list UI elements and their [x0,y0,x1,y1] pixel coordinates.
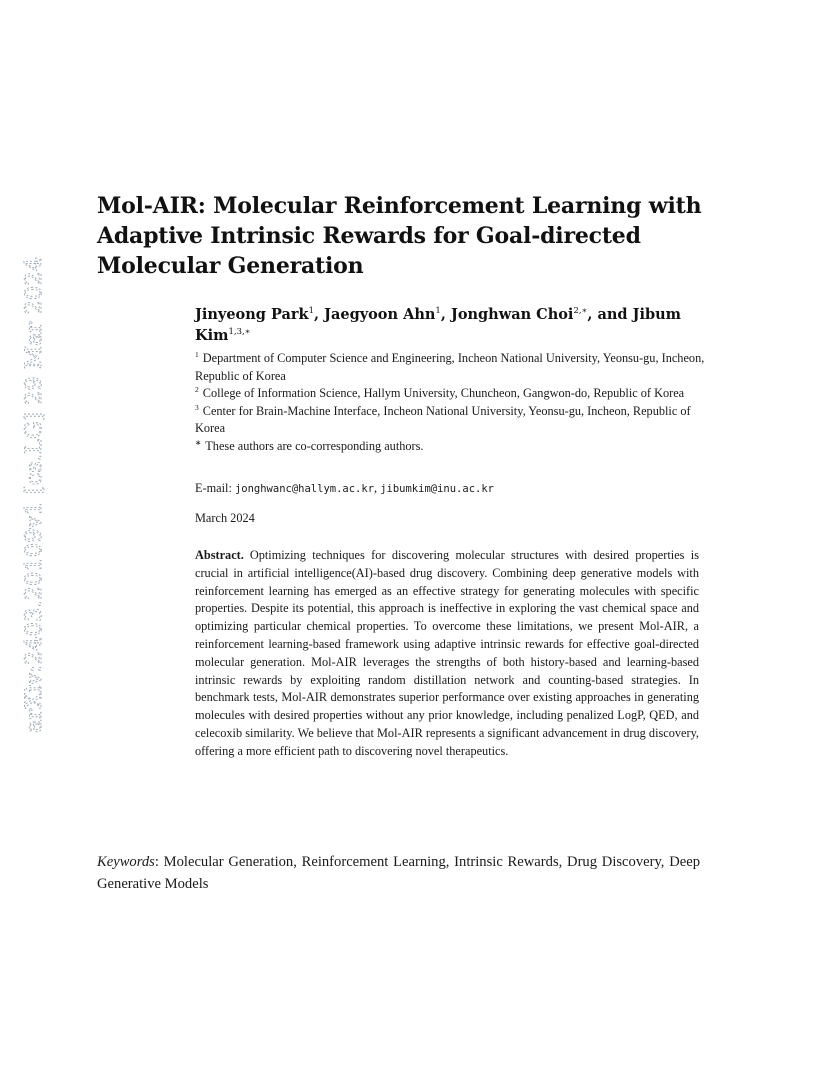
author-name: Jonghwan Choi [450,306,574,323]
author-separator: , [313,306,325,323]
affiliation [195,403,715,438]
keywords-label: Keywords [97,854,155,870]
author-list [195,304,705,346]
abstract [195,547,699,761]
publication-date: March 2024 [195,511,255,525]
arxiv-id-text: arXiv:2403.20109v1 [cs.LG] 29 Mar 2024 [22,269,47,733]
author-affiliation-mark: 2,∗ [573,306,588,317]
keywords [97,852,700,895]
affiliation-text: These authors are co-corresponding authors. [205,438,424,453]
affiliation-mark: 2 [195,385,199,395]
affiliation [195,350,715,385]
abstract-text: Optimizing techniques for discovering molecular structures with desired properties is crucial in artificial intelligence(AI)-based drug discovery. Combining deep generative models with reinforcement learning has emerged as an effective strategy for generating molecules with specific properties. Despite its potential, this approach is ineffective in exploring the vast chemical space and optimizing particular chemical properties. To overcome these limitations, we present Mol-AIR, a reinforcement learning-based framework using adaptive intrinsic rewards for effective goal-directed molecular generation. Mol-AIR leverages the strengths of both history-based and learning-based intrinsic rewards by exploiting random distillation network and counting-based strategies. In benchmark tests, Mol-AIR demonstrates superior performance over existing approaches in generating molecules with desired properties without any prior knowledge, including penalized LogP, QED, and celecoxib similarity. We believe that Mol-AIR represents a significant advancement in drug discovery, offering a more efficient path to discovering novel therapeutics. [195,548,699,758]
affiliation-mark: 3 [195,402,199,412]
affiliation [195,438,715,456]
email-label: E-mail: [195,481,235,495]
arxiv-identifier-stamp [21,256,47,734]
email-separator: , [374,481,381,495]
email-address: jonghwanc@hallym.ac.kr [234,483,375,495]
affiliation-list [195,350,715,456]
paper-title: Mol-AIR: Molecular Reinforcement Learning with Adaptive Intrinsic Rewards for Goal-directed Molecular Generation [97,193,702,279]
author-separator: , [440,306,451,323]
affiliation-text: Center for Brain-Machine Interface, Incheon National University, Yeonsu-gu, Incheon, Republic of Korea [195,403,691,436]
author-affiliation-mark: 1 [435,306,441,317]
affiliation-text: College of Information Science, Hallym University, Chuncheon, Gangwon-do, Republic of Korea [202,386,685,401]
affiliation-mark: ∗ [195,437,202,447]
arxiv-stamp-svg [21,256,47,734]
email-line [195,480,494,498]
abstract-label: Abstract. [195,548,244,562]
keywords-text: : Molecular Generation, Reinforcement Learning, Intrinsic Rewards, Drug Discovery, Deep Generative Models [97,854,700,892]
author-name: Jibum Kim [195,306,681,344]
email-address: jibumkim@inu.ac.kr [380,483,494,495]
author-name: Jinyeong Park [195,306,309,323]
affiliation-text: Department of Computer Science and Engineering, Incheon National University, Yeonsu-gu, Incheon, Republic of Korea [195,351,705,383]
affiliation [195,385,715,403]
affiliation-mark: 1 [195,349,199,359]
author-name: Jaegyoon Ahn [324,306,436,323]
author-affiliation-mark: 1 [308,306,314,317]
author-separator: , and [587,306,633,323]
author-affiliation-mark: 1,3,∗ [228,327,251,338]
